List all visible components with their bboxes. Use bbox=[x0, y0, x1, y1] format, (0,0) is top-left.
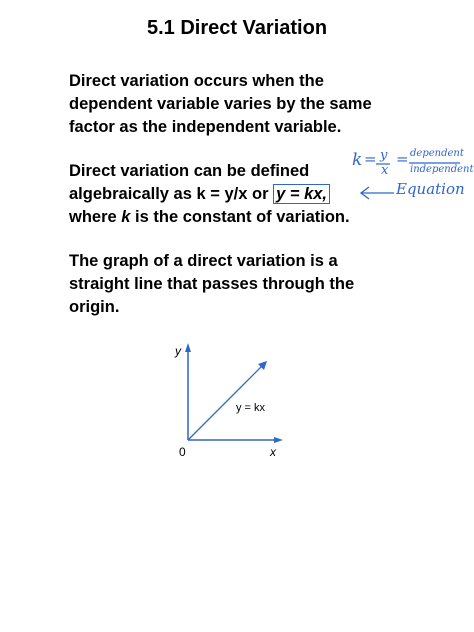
annotation-equation-label: Equation bbox=[396, 180, 465, 198]
annotation-independent: independent bbox=[410, 164, 474, 175]
paragraph2-line1: Direct variation can be defined bbox=[69, 162, 310, 180]
y-axis-arrow-icon bbox=[185, 343, 191, 352]
page-title: 5.1 Direct Variation bbox=[146, 17, 328, 39]
paragraph2-line3-prefix: where bbox=[69, 208, 122, 226]
x-axis-arrow-icon bbox=[274, 437, 283, 443]
y-axis-label: y bbox=[175, 344, 181, 358]
paragraph1-line1: Direct variation occurs when the bbox=[69, 72, 324, 90]
equation-box: y = kx, bbox=[273, 184, 330, 204]
x-axis bbox=[188, 437, 283, 443]
annotation-y: y bbox=[380, 148, 388, 163]
annotation-equals2: = bbox=[396, 150, 409, 168]
annotation-equals1: = bbox=[364, 150, 377, 168]
paragraph2-line2-prefix: algebraically as k = y/x or bbox=[69, 185, 269, 203]
paragraph1-line2: dependent variable varies by the same bbox=[69, 95, 372, 113]
paragraph2-line3-suffix: is the constant of variation. bbox=[130, 208, 350, 226]
paragraph3-line3: origin. bbox=[69, 298, 120, 316]
annotation-x: x bbox=[381, 163, 389, 178]
annotation-k: k bbox=[352, 150, 363, 170]
origin-label: 0 bbox=[179, 445, 186, 459]
x-axis-label: x bbox=[270, 445, 276, 459]
paragraph1-line3: factor as the independent variable. bbox=[69, 118, 342, 136]
annotation-dependent: dependent bbox=[410, 148, 464, 159]
paragraph3-line1: The graph of a direct variation is a bbox=[69, 252, 338, 270]
line-label: y = kx bbox=[236, 402, 266, 414]
constant-k: k bbox=[121, 208, 131, 226]
direct-variation-line bbox=[188, 361, 267, 440]
paragraph3-line2: straight line that passes through the bbox=[69, 275, 355, 293]
y-axis bbox=[185, 343, 191, 440]
